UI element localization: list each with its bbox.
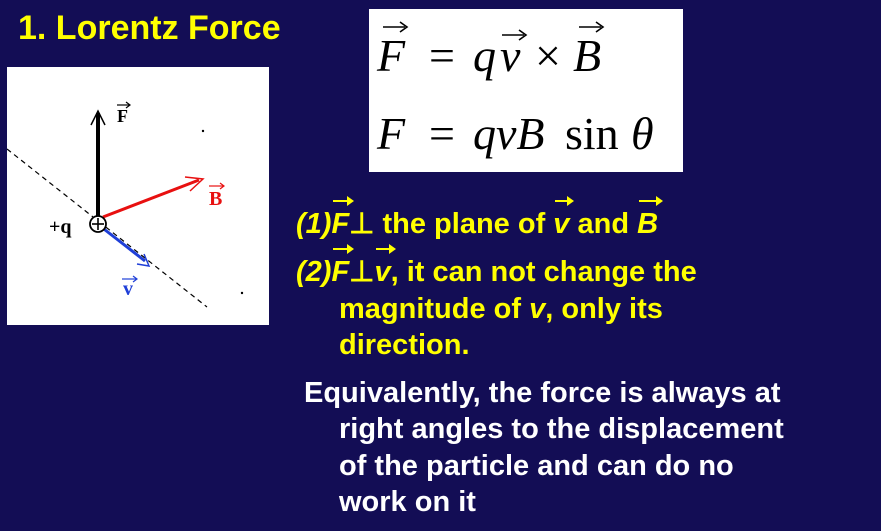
equivalently-line-2: right angles to the displacement (339, 413, 784, 445)
point-1-perp: ⊥ (349, 208, 375, 240)
slide-title: 1. Lorentz Force (18, 9, 281, 47)
eq1-field: B (573, 30, 602, 81)
force-label: F (117, 106, 128, 126)
eq1-cross: × (535, 30, 561, 81)
force-diagram-svg (7, 67, 269, 325)
equivalently-line-3: of the particle and can do no (339, 450, 734, 482)
point-1-field: B (637, 208, 659, 240)
eq1-charge: q (473, 30, 496, 81)
point-2-line-2-post: , only its (545, 293, 663, 325)
point-1-velocity: v (553, 208, 570, 240)
point-1-text-2: and (569, 208, 638, 240)
point-1-number: (1) (296, 208, 332, 240)
eq2-theta: θ (631, 108, 654, 159)
charge-label: +q (49, 216, 72, 238)
plane-dot (241, 292, 243, 294)
eq2-qvb: qvB (473, 108, 545, 159)
eq1-force: F (377, 30, 406, 81)
eq1-equals: = (429, 30, 455, 81)
velocity-arrow-line (100, 226, 145, 261)
point-1-force: F (331, 208, 350, 240)
equivalently-line-1: Equivalently, the force is always at (304, 377, 781, 409)
equivalently-line-4: work on it (339, 486, 476, 518)
eq1-velocity: v (500, 30, 521, 81)
point-2-perp: ⊥ (349, 256, 375, 288)
point-2-text-1: , it can not change the (390, 256, 697, 288)
point-2-number: (2) (296, 256, 332, 288)
point-1-text-1: the plane of (374, 208, 554, 240)
velocity-label: v (123, 278, 133, 300)
formula-box (369, 9, 683, 172)
point-2-line-2 (339, 291, 663, 327)
eq2-sin: sin (565, 108, 619, 159)
point-2-line-2-pre: magnitude of (339, 293, 530, 325)
formula-svg (369, 9, 683, 172)
point-2-line-2-v: v (529, 293, 546, 325)
field-label: B (209, 188, 223, 210)
field-arrow-line (103, 180, 199, 217)
plane-dot (202, 130, 204, 132)
force-diagram (7, 67, 269, 325)
eq2-equals: = (429, 108, 455, 159)
point-2-force: F (331, 256, 350, 288)
point-2-velocity: v (374, 256, 391, 288)
point-2-line-3: direction. (339, 329, 470, 361)
point-2 (296, 254, 697, 290)
plane-dashed-line (7, 149, 207, 307)
eq2-force: F (377, 108, 406, 159)
point-1 (296, 206, 658, 242)
